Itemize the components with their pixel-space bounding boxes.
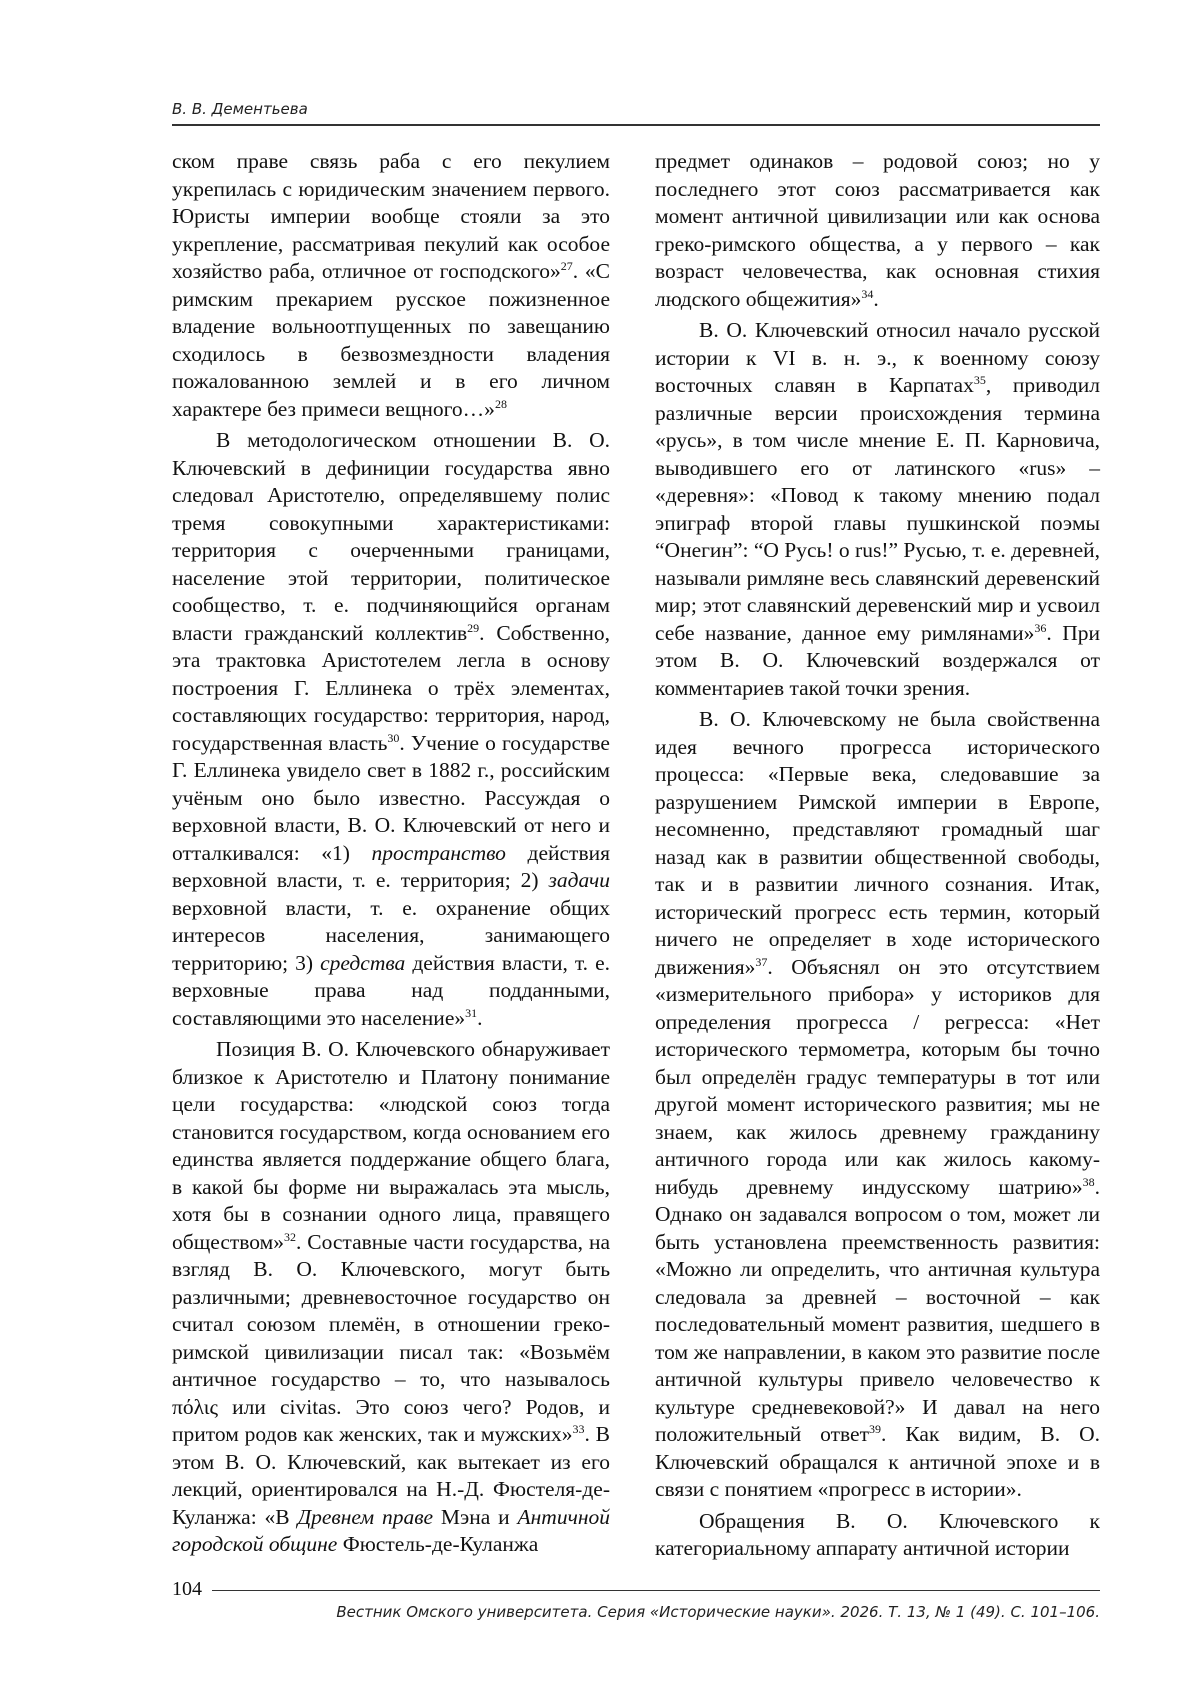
emphasis: Античной городской общине bbox=[172, 1504, 610, 1556]
emphasis: пространство bbox=[371, 840, 506, 865]
paragraph: ском праве связь раба с его пекулием укрепилась с юридическим значением первого. Юристы империи вообще стояли за это укрепление, рассматривая пекулий как особое хозяйство раба, отличное от господского»$^{27}$. «С римским прекарием русское пожизненное владение вольноотпущенных по завещанию сходилось в безвозмездности владения пожалованною землей и в его личном характере без примеси вещного…»$^{28}$ bbox=[172, 149, 611, 421]
header-rule bbox=[172, 124, 1100, 126]
footnote-ref[interactable]: 34 bbox=[861, 286, 874, 301]
footnote-ref[interactable]: 28 bbox=[494, 396, 507, 411]
footnote-ref[interactable]: 37 bbox=[755, 954, 768, 969]
running-head-author: В. В. Дементьева bbox=[172, 100, 308, 118]
paragraph: Позиция В. О. Ключевского обнаруживает близкое к Аристотелю и Платону понимание цели государства: «людской союз тогда становится государством, когда основанием его единства является поддержание общего блага, в какой бы форме ни выражалась эта мысль, хотя бы в сознании одного лица, правящего обществом»$^{32}$. Составные части государства, на взгляд В. О. Ключевского, могут быть различными; древневосточное государство он считал союзом племён, в отношении греко-римской цивилизации писал так: «Возьмём античное государство – то, что называлось πόλις или civitas. Это союз чего? Родов, и притом родов как женских, так и мужских»$^{33}$. В этом В. О. Ключевский, как вытекает из его лекций, ориентировался на Н.-Д. Фюстеля-де-Куланжа: «В Древнем праве Мэна и Античной городской общине Фюстель-де-Куланжа bbox=[172, 1037, 610, 1556]
paragraph: В методологическом отношении В. О. Ключевский в дефиниции государства явно следовал Аристотелю, определявшему полис тремя совокупными характеристиками: территория с очерченными границами, население этой территории, политическое сообщество, т. е. подчиняющийся органам власти гражданский коллектив$^{29}$. Собственно, эта трактовка Аристотелем легла в основу построения Г. Еллинека о трёх элементах, составляющих государство: территория, народ, государственная власть$^{30}$. Учение о государстве Г. Еллинека увидело свет в 1882 г., российским учёным оно было известно. Рассуждая о верховной власти, В. О. Ключевский от него и отталкивался: «1) пространство действия верховной власти, т. е. территория; 2) задачи верховной власти, т. е. охранение общих интересов населения, занимающего территорию; 3) средства действия власти, т. е. верховные права над подданными, составляющими это население»$^{31}$. bbox=[172, 428, 610, 1030]
emphasis: Древнем праве bbox=[297, 1504, 434, 1529]
journal-citation: Вестник Омского университета. Серия «Исторические науки». 2026. Т. 13, № 1 (49). С. 101–106. bbox=[336, 1603, 1100, 1621]
paragraph: В. О. Ключевский относил начало русской истории к VI в. н. э., к военному союзу восточных славян в Карпатах$^{35}$, приводил различные версии происхождения термина «русь», в том числе мнение Е. П. Карновича, выводившего его от латинского «rus» – «деревня»: «Повод к такому мнению подал эпиграф второй главы пушкинской поэмы “Онегин”: “O Русь! o rus!” Русью, т. е. деревней, называли римляне весь славянский деревенский мир; этот славянский деревенский мир и усвоил себе название, данное ему римлянами»$^{36}$. При этом В. О. Ключевский воздержался от комментариев такой точки зрения. bbox=[655, 318, 1100, 700]
emphasis: задачи bbox=[548, 868, 610, 892]
footnote-ref[interactable]: 30 bbox=[387, 730, 400, 745]
right-column bbox=[655, 148, 1100, 1563]
footnote-ref[interactable]: 31 bbox=[465, 1005, 478, 1020]
footnote-ref[interactable]: 29 bbox=[467, 620, 480, 635]
footnote-ref[interactable]: 38 bbox=[1082, 1174, 1095, 1189]
footnote-ref[interactable]: 36 bbox=[1034, 620, 1047, 635]
footnote-ref[interactable]: 32 bbox=[283, 1229, 296, 1244]
footer-rule bbox=[212, 1590, 1100, 1591]
footnote-ref[interactable]: 35 bbox=[973, 373, 986, 387]
paragraph: В. О. Ключевскому не была свойственна идея вечного прогресса исторического процесса: «Первые века, следовавшие за разрушением Римской империи в Европе, несомненно, представляют громадный шаг назад как в развитии общественной свободы, так и в развитии личного сознания. Итак, исторический прогресс есть термин, который ничего не определяет в ходе исторического движения»$^{37}$. Объяснял он это отсутствием «измерительного прибора» у историков для определения прогресса / регресса: «Нет исторического термометра, которым бы точно был определён градус температуры в тот или другой момент исторического развития; мы не знаем, как жилось древнему гражданину античного города или как жилось какому-нибудь древнему индусскому шатрию»$^{38}$. Однако он задавался вопросом о том, может ли быть установлена преемственность развития: «Можно ли определить, что античная культура следовала за древней – восточной – как последовательный момент развития, шедшего в том же направлении, в каком это развитие после античной культуры привело человечество к культуре средневековой?» И давал на него положительный ответ$^{39}$. Как видим, В. О. Ключевский обращался к античной эпохе и в связи с понятием «прогресс в истории». bbox=[655, 707, 1100, 1501]
footnote-ref[interactable]: 39 bbox=[869, 1422, 881, 1436]
emphasis: средства bbox=[320, 950, 406, 975]
paragraph: Обращения В. О. Ключевского к категориальному аппарату античной истории bbox=[655, 1508, 1100, 1560]
left-column bbox=[172, 148, 610, 1559]
footnote-ref[interactable]: 27 bbox=[560, 259, 573, 273]
page-number: 104 bbox=[172, 1578, 202, 1600]
paragraph: предмет одинаков – родовой союз; но у последнего этот союз рассматривается как момент античной цивилизации или как основа греко-римского общества, а у первого – как возраст человечества, как основная стихия людского общежития»$^{34}$. bbox=[655, 149, 1100, 311]
footnote-ref[interactable]: 33 bbox=[572, 1422, 585, 1436]
